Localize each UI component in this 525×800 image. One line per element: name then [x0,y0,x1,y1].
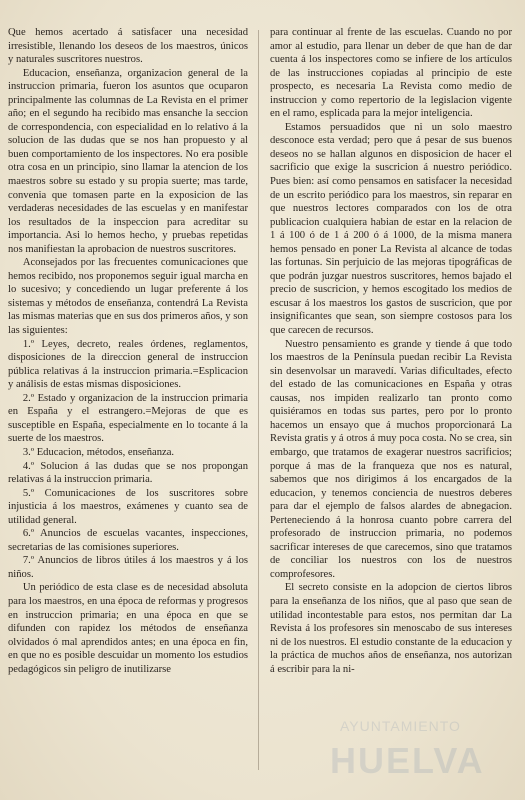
right-column-paragraph: para continuar al frente de las escuelas. Cuando no por amor al estudio, para llenar un deber de que han de dar cuenta á los inspectores como se infiere de los artículos de las instrucciones copiadas al principio de este prospecto, es necesaria La Revista como medio de instruccion y como repertorio de la legislacion vigente en el ramo, esplicada para la mejor inteligencia. [270,27,512,120]
right-column-paragraph: Nuestro pensamiento es grande y tiende á que todo los maestros de la Península puedan recibir La Revista sin desenvolsar un maravedí. Varias dificultades, efecto del estado de las comunicaciones en España y otras causas, nos impiden realizarlo tan pronto como quisiéramos en todas sus partes, pero por lo pronto hacemos un ensayo que á muchos proporcionará La Revista gratis y á otros á muy poca costa. No se crea, sin embargo, que tratamos de exagerar nuestros sacrificios; porque á mas de la franqueza que nos es natural, sabemos que nos dirigimos á los encargados de la educacion, y tenemos conciencia de nuestros deberes para dar el ejemplo de falsos alardes de abnegacion. Perteneciendo á la honrosa cuanto pobre carrera del profesorado de instruccion primaria, no podemos sacrificar intereses de que carecemos, sino que tratamos de conciliar los nuestros con los de nuestros comprofesores. [270,338,512,580]
left-column-paragraph: 4.º Solucion á las dudas que se nos propongan relativas á la instruccion primaria. [8,460,248,486]
watermark-line2: HUELVA [330,740,485,781]
right-column-paragraph: El secreto consiste en la adopcion de ciertos libros para la enseñanza de los niños, que al paso que sean de utilidad incontestable para estos, nos permitan dar La Revista á los profesores sin menoscabo de sus intereses ni de los nuestros. El estudio constante de la educacion y la práctica de muchos años de enseñanza, nos autorizan á escribir para la ni- [270,582,512,675]
right-column [270,26,512,676]
left-column-paragraph: Un periódico de esta clase es de necesidad absoluta para los maestros, en una época de reformas y progresos en instruccion primaria; en una época en que se difunden con rapidez los métodos de enseñanza olvidados ó mal aprendidos antes; en una época en fin, en que no es posible descuidar un momento los estudios pedagógicos sin peligro de inutilizarse [8,582,248,675]
left-column-paragraph: 5.º Comunicaciones de los suscritores sobre injusticia á los maestros, exámenes y cuanto sea de utilidad general. [8,487,248,526]
left-column-paragraph: Que hemos acertado á satisfacer una necesidad irresistible, llenando los deseos de los maestros, únicos y naturales suscritores nuestros. [8,27,248,66]
left-column [8,26,248,676]
left-column-paragraph: 1.º Leyes, decreto, reales órdenes, reglamentos, disposiciones de la direccion general de instruccion pública relativas á la instruccion primaria.=Esplicacion y análisis de estas mismas disposiciones. [8,338,248,391]
left-column-paragraph: Aconsejados por las frecuentes comunicaciones que hemos recibido, nos proponemos seguir igual marcha en lo sucesivo; y concediendo un lugar preferente á los sistemas y métodos de enseñanza, contendrá La Revista las mismas materias que en sus dos primeros años, y son las siguientes: [8,257,248,337]
left-column-paragraph: 6.º Anuncios de escuelas vacantes, inspecciones, secretarias de las comisiones superiores. [8,528,248,553]
watermark-line1: AYUNTAMIENTO [340,718,461,734]
left-column-paragraph: 2.º Estado y organizacion de la instruccion primaria en España y el estrangero.=Mejoras de que es susceptible en España, especialmente en lo tocante á la suerte de los maestros. [8,392,248,445]
right-column-paragraph: Estamos persuadidos que ni un solo maestro desconoce esta verdad; pero que á pesar de sus buenos deseos no se hallan algunos en disposicion de hacer el sacrificio que exige la suscricion á nuestro periódico. Pues bien: así como pensamos en satisfacer la necesidad de un escrito periódico para los maestros, sin reparar en que nuestros lectores comparados con los de otra publicacion cualquiera habian de estar en la relacion de 1 á 100 ó de 1 á 200 ó á 1000, de la misma manera hemos pensado en poner La Revista al alcance de todas las fortunas. Sin perjuicio de las mejoras tipográficas de que podrán juzgar nuestros suscritores, hemos bajado el precio de suscricion, y hemos escogitado los medios de escusar á los maestros los gastos de suscricion, que por insignificantes que sean, son siempre costosos para los que carecen de recursos. [270,121,512,337]
column-divider [258,30,259,770]
left-column-paragraph: 3.º Educacion, métodos, enseñanza. [22,446,175,458]
left-column-paragraph: 7.º Anuncios de libros útiles á los maestros y á los niños. [8,555,248,580]
archive-watermark [300,700,510,781]
left-column-paragraph: Educacion, enseñanza, organizacion general de la instruccion primaria, fueron los asuntos que ocuparon principalmente las columnas de La Revista en el primer año; en el segundo ha recibido mas ensanche la seccion de correspondencia, con especialidad en lo relativo á la solucion de las dudas que se nos han propuesto y al buen comportamiento de los inspectores. No era posible otra cosa en un principio, sino llamar la atencion de los maestros sobre su estado y su propia suerte; mas tarde, convenia que tomasen parte en la exposicion de las verdaderas necesidades de las escuelas y en manifestar los resultados de la inspeccion para acreditar su importancia. Asi lo hemos hecho, y pruebas repetidas nos manifiestan la aprobacion de nuestros suscritores. [8,67,248,255]
